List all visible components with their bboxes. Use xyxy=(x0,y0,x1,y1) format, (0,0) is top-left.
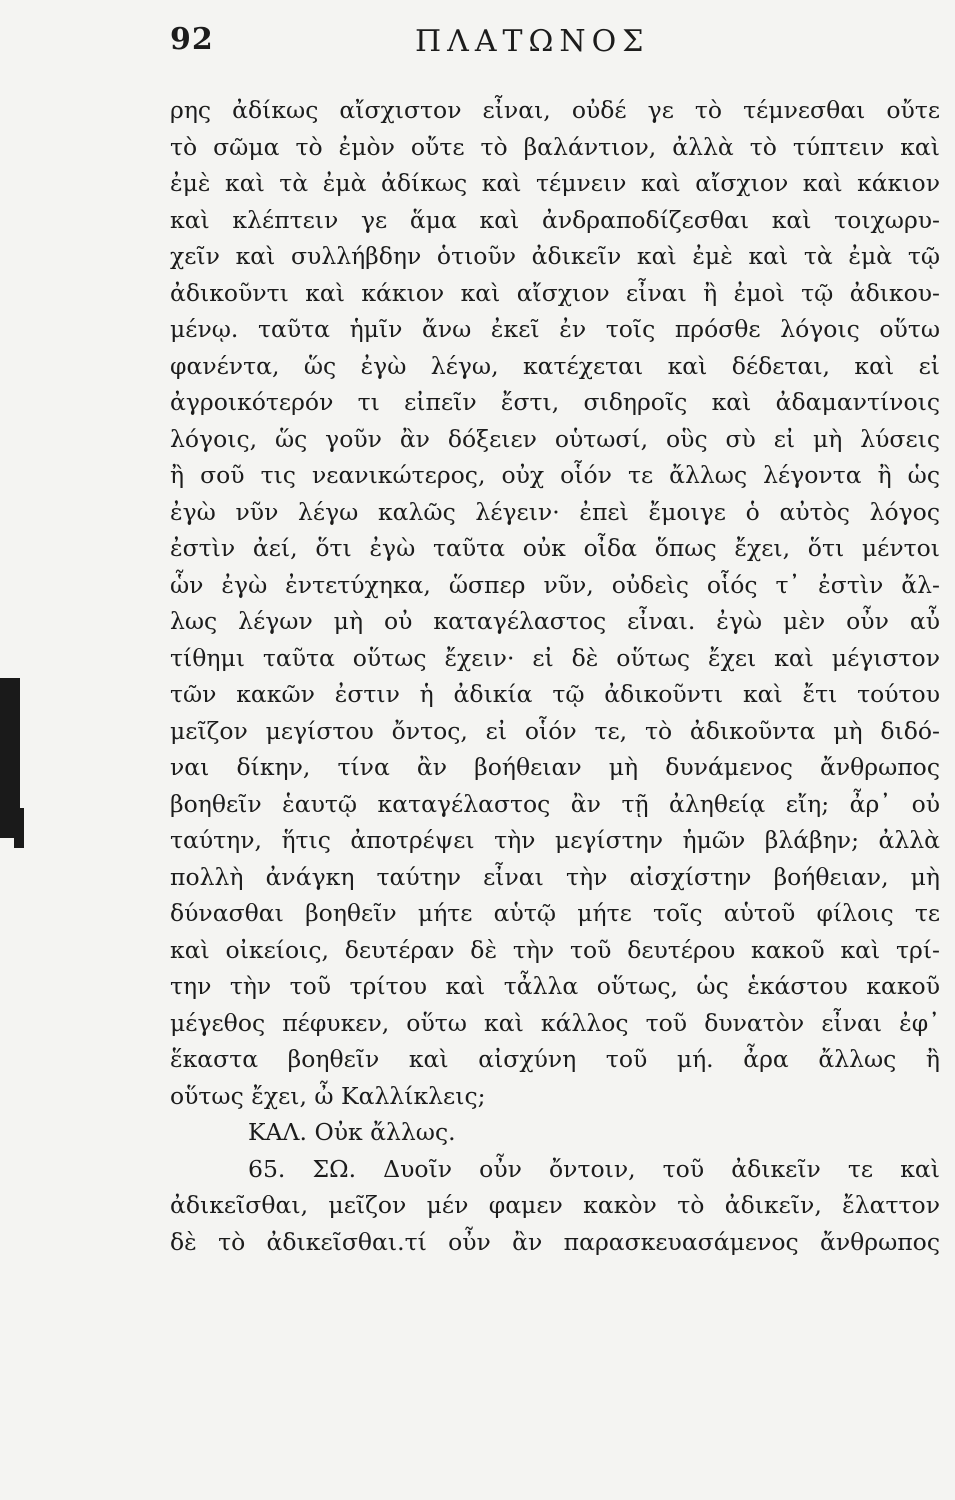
text-line: ὧν ἐγὼ ἐντετύχηκα, ὥσπερ νῦν, οὐδεὶς οἷός τ᾽ ἐστὶν ἄλ- xyxy=(170,570,940,599)
text-line: φανέντα, ὥς ἐγὼ λέγω, κατέχεται καὶ δέδεται, καὶ εἰ xyxy=(170,351,940,380)
text-line: τῶν κακῶν ἐστιν ἡ ἀδικία τῷ ἀδικοῦντι καὶ ἔτι τούτου xyxy=(170,680,940,708)
page-header xyxy=(170,22,940,68)
text-line: ἐστὶν ἀεί, ὅτι ἐγὼ ταῦτα οὐκ οἶδα ὅπως ἔχει, ὅτι μέντοι xyxy=(170,534,940,562)
text-line: ἐμὲ καὶ τὰ ἐμὰ ἀδίκως καὶ τέμνειν καὶ αἴσχιον καὶ κάκιον xyxy=(170,169,940,197)
text-line: πολλὴ ἀνάγκη ταύτην εἶναι τὴν αἰσχίστην βοήθειαν, μὴ xyxy=(170,862,940,891)
text-line: καὶ οἰκείοις, δευτέραν δὲ τὴν τοῦ δευτέρου κακοῦ καὶ τρί- xyxy=(170,935,940,964)
text-line: λόγοις, ὥς γοῦν ἂν δόξειεν οὑτωσί, οὓς σὺ εἰ μὴ λύσεις xyxy=(170,424,940,453)
text-line: ρης ἀδίκως αἴσχιστον εἶναι, οὐδέ γε τὸ τέμνεσθαι οὔτε xyxy=(170,96,940,124)
running-head: ΠΛΑΤΩΝΟΣ xyxy=(415,24,650,59)
speaker-line: ΚΑΛ. Οὐκ ἄλλως. xyxy=(248,1118,456,1146)
text-line: ἀδικεῖσθαι, μεῖζον μέν φαμεν κακὸν τὸ ἀδικεῖν, ἔλαττον xyxy=(170,1191,940,1219)
text-line: οὕτως ἔχει, ὦ Καλλίκλεις; xyxy=(170,1081,486,1110)
text-line: ἕκαστα βοηθεῖν καὶ αἰσχύνη τοῦ μή. ἆρα ἄλλως ἢ xyxy=(170,1045,940,1073)
margin-ink-mark xyxy=(0,678,20,838)
text-line: μέγεθος πέφυκεν, οὕτω καὶ κάλλος τοῦ δυνατὸν εἶναι ἐφ᾽ xyxy=(170,1008,940,1037)
text-line: ἀγροικότερόν τι εἰπεῖν ἔστι, σιδηροῖς καὶ ἀδαμαντίνοις xyxy=(170,388,940,416)
text-line: καὶ κλέπτειν γε ἅμα καὶ ἀνδραποδίζεσθαι καὶ τοιχωρυ- xyxy=(170,205,940,234)
text-line: δύνασθαι βοηθεῖν μήτε αὑτῷ μήτε τοῖς αὑτοῦ φίλοις τε xyxy=(170,899,940,927)
text-line: μένῳ. ταῦτα ἡμῖν ἄνω ἐκεῖ ἐν τοῖς πρόσθε λόγοις οὕτω xyxy=(170,315,940,343)
text-line: βοηθεῖν ἑαυτῷ καταγέλαστος ἂν τῇ ἀληθείᾳ εἴη; ἆρ᾽ οὐ xyxy=(170,789,940,818)
text-line: ναι δίκην, τίνα ἂν βοήθειαν μὴ δυνάμενος ἄνθρωπος xyxy=(170,753,940,781)
text-line: ταύτην, ἥτις ἀποτρέψει τὴν μεγίστην ἡμῶν βλάβην; ἀλλὰ xyxy=(170,826,940,854)
text-line: ἐγὼ νῦν λέγω καλῶς λέγειν· ἐπεὶ ἔμοιγε ὁ αὐτὸς λόγος xyxy=(170,497,940,526)
text-line: την τὴν τοῦ τρίτου καὶ τἆλλα οὕτως, ὡς ἑκάστου κακοῦ xyxy=(170,972,940,1000)
page-number: 92 xyxy=(170,22,214,57)
text-line: μεῖζον μεγίστου ὄντος, εἰ οἷόν τε, τὸ ἀδικοῦντα μὴ διδό- xyxy=(170,716,940,745)
text-line: χεῖν καὶ συλλήβδην ὁτιοῦν ἀδικεῖν καὶ ἐμὲ καὶ τὰ ἐμὰ τῷ xyxy=(170,242,940,270)
text-line: τὸ σῶμα τὸ ἐμὸν οὔτε τὸ βαλάντιον, ἀλλὰ τὸ τύπτειν καὶ xyxy=(170,132,940,161)
text-line: λως λέγων μὴ οὐ καταγέλαστος εἶναι. ἐγὼ μὲν οὖν αὖ xyxy=(170,607,940,635)
text-line: δὲ τὸ ἀδικεῖσθαι.τί οὖν ἂν παρασκευασάμενος ἄνθρωπος xyxy=(170,1227,940,1256)
section-start-line: 65. ΣΩ. Δυοῖν οὖν ὄντοιν, τοῦ ἀδικεῖν τε καὶ xyxy=(248,1154,940,1183)
text-line: τίθημι ταῦτα οὕτως ἔχειν· εἰ δὲ οὕτως ἔχει καὶ μέγιστον xyxy=(170,643,940,672)
text-line: ἀδικοῦντι καὶ κάκιον καὶ αἴσχιον εἶναι ἢ ἐμοὶ τῷ ἀδικου- xyxy=(170,278,940,307)
body-text xyxy=(170,92,940,1260)
text-line: ἢ σοῦ τις νεανικώτερος, οὐχ οἷόν τε ἄλλως λέγοντα ἢ ὡς xyxy=(170,461,940,489)
